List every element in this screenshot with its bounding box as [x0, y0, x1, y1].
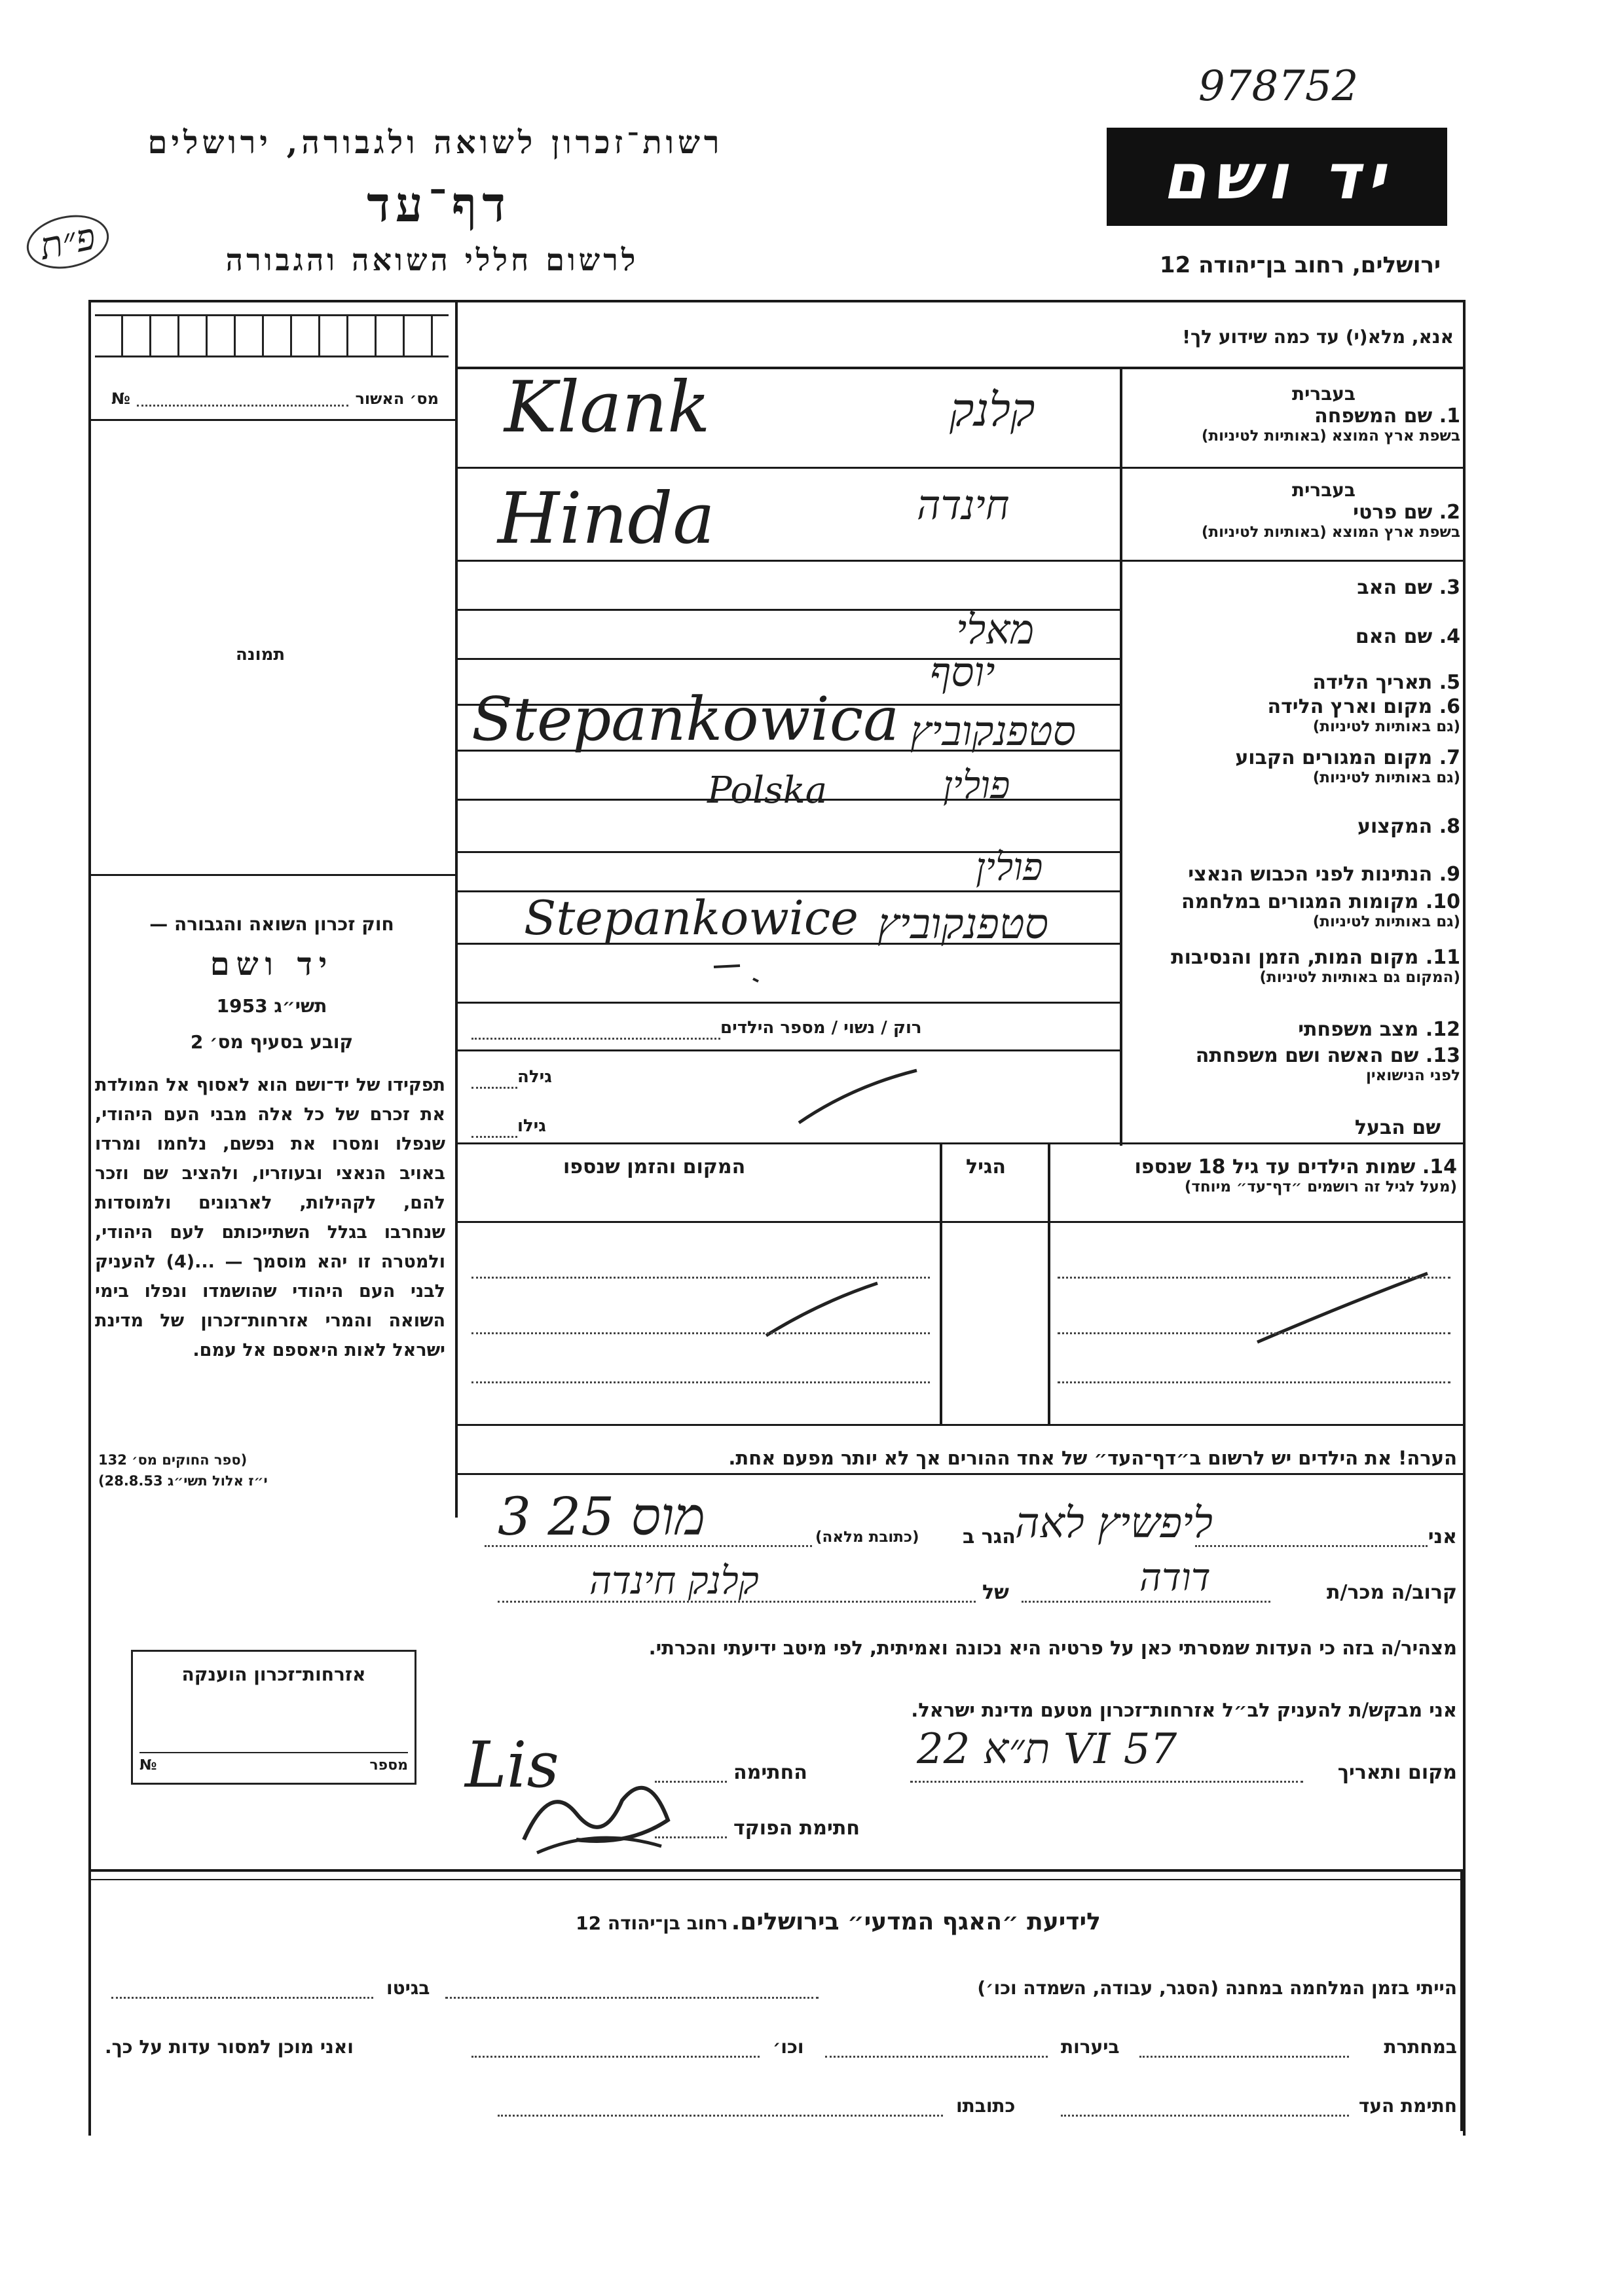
footer-forests: ביערות	[1061, 2036, 1120, 2058]
witness-name-value: ליפשיץ לאה	[1015, 1499, 1213, 1548]
notice-title-row	[471, 1908, 1205, 1935]
approval-row	[111, 390, 439, 408]
field-marital: 12. מצב משפחתי	[1298, 1018, 1460, 1041]
footer-ghetto: בגיטו	[386, 1977, 430, 1999]
authority-title: רשות־זכרון לשואה ולגבורה, ירושלים	[147, 124, 724, 161]
wartime-hebrew-value: סטפנקוביץ	[877, 900, 1048, 949]
margin-note: פ״ת	[22, 208, 113, 276]
citizenship-value: פולין	[976, 845, 1043, 889]
footer-partisans: במחתרת	[1384, 2036, 1457, 2058]
surname-latin-value: Klank	[504, 367, 710, 448]
check-boxes	[95, 314, 449, 357]
witness-relation-value: דודה	[1139, 1555, 1211, 1599]
witness-declaration: מצהיר/ה בזה כי העדות שמסרתי כאן על פרטיה היא נכונה ואמיתית, לפי מיטב ידיעתי והכרתי.	[648, 1637, 1457, 1659]
residence-hebrew-value: פולין	[943, 763, 1010, 807]
law-title: חוק זכרון השואה והגבורה —	[149, 913, 394, 935]
certificate-box	[131, 1650, 416, 1785]
witness-residing-label: הגר ב	[963, 1525, 1016, 1548]
notice-address: רחוב בן־יהודה 12	[576, 1912, 728, 1934]
signature-label: החתימה	[733, 1761, 807, 1784]
notice-title: לידיעת ״האגף המדעי״ בירושלים.	[731, 1908, 1101, 1935]
photo-label: תמונה	[236, 645, 286, 665]
address: ירושלים, רחוב בן־יהודה 12	[1159, 252, 1441, 278]
field-birthdate: 5. תאריך הלידה	[1312, 671, 1460, 694]
instruction: אנא, מלא(י) עד כמה שידוע לך!	[1182, 326, 1454, 348]
officer-signature	[498, 1741, 694, 1859]
field-firstname-note: בשפת ארץ המוצא (באותיות לטיניות)	[1201, 524, 1460, 541]
children-header: 14. שמות הילדים עד גיל 18 שנספו (מעל לגיל זה רושמים ״דף־עד״ מיוחד)	[1134, 1156, 1457, 1195]
place-date-value: ת״א 22 VI 57	[917, 1725, 1177, 1774]
remark: הערה! את הילדים יש לרשום ב״דף־העד״ של אחד ההורים אך לא יותר מפעם אחת.	[728, 1447, 1457, 1469]
wife-age-label: גילה	[517, 1067, 552, 1087]
witness-address-value: 3 מוס 25	[498, 1486, 705, 1547]
law-year: תשי״ג 1953	[216, 995, 327, 1017]
serial-number: 978752	[1198, 62, 1359, 111]
field-residence: 7. מקום המגורים הקבוע (גם באותיות לטיניות)	[1235, 746, 1460, 786]
officer-label: חתימת הפוקד	[733, 1817, 860, 1840]
children-place-col: המקום והזמן שנספו	[563, 1156, 746, 1178]
birthplace-latin-value: Stepankowica	[471, 684, 900, 754]
field-husband: שם הבעל	[1354, 1116, 1441, 1139]
certificate-number-row	[139, 1752, 408, 1774]
footer-line2-end: ואני מוכן למסור עדות על כך.	[105, 2036, 354, 2058]
birthdate-value: יוסף	[930, 648, 995, 696]
field-surname-label: 1. שם המשפחה	[1314, 405, 1460, 428]
field-birthplace: 6. מקום וארץ הלידה (גם באותיות לטיניות)	[1267, 695, 1460, 735]
marital-options: רוק / נשוי / מספר הילדים	[720, 1018, 922, 1038]
wartime-latin-value: Stepankowice	[524, 890, 858, 945]
law-name: יד ושם	[210, 946, 334, 983]
field-firstname	[1120, 479, 1460, 541]
yad-vashem-logo	[1107, 128, 1447, 226]
field-citizenship: 9. הנתינות לפני הכבוש הנאצי	[1188, 863, 1460, 886]
mother-value: מאלי	[956, 606, 1035, 653]
certificate-title: אזרחות־זכרון הוענקה	[181, 1664, 366, 1685]
place-date-label: מקום ותאריך	[1337, 1761, 1457, 1784]
certificate-number-label: מספר	[369, 1757, 408, 1774]
law-body: תפקידו של יד־ושם הוא לאסוף אל המולדת את זכרם של כל אלה מבני העם היהודי, שנפלו ומסרו את נפשם, נלחמו ומרדו באויב הנאצי ובעוזריו, ולהציב שם וזכר להם, לקהילות, לארגונים ולמוסדות שנחרבו בגלל השתייכותם לעם היהודי, ולמטרה זו יהא מוסמך — ...(4) להעניק לבני העם היהודי שהושמדו ונפלו בימי השואה והמרי אזרחות־זכרון של מדינת ישראל לאות היאספם אל עמם.	[95, 1075, 446, 1360]
law-section: קובע בסעיף מס׳ 2	[190, 1031, 354, 1053]
footer-etc: וכו׳	[773, 2036, 804, 2058]
law-reference-1: (ספר החוקים מס׳ 132	[98, 1452, 248, 1468]
firstname-hebrew-value: חינדה	[917, 481, 1010, 529]
firstname-latin-value: Hinda	[498, 478, 715, 560]
witness-relation-label: קרוב/ה מכר/ת	[1327, 1581, 1457, 1604]
signature-value: Lis	[465, 1728, 559, 1802]
approval-label: מס׳ האשור	[355, 390, 439, 408]
field-death: 11. מקום המות, הזמן והנסיבות (המקום גם באותיות לטיניות)	[1171, 946, 1460, 986]
birthplace-hebrew-value: סטפנקוביץ	[910, 707, 1076, 755]
form-subtitle: לרשום חללי השואה והגבורה	[225, 242, 639, 278]
footer-line1: הייתי בזמן המלחמה במחנה (הסגר, עבודה, השמדה וכו׳)	[977, 1977, 1457, 1999]
footer-sig-label: חתימת העד	[1358, 2095, 1457, 2117]
field-firstname-label: 2. שם פרטי	[1353, 501, 1460, 524]
field-mother: 4. שם האם	[1355, 625, 1460, 648]
field-wartime-residence: 10. מקומות המגורים במלחמה (גם באותיות לטיניות)	[1181, 890, 1460, 930]
field-surname-note: בשפת ארץ המוצא (באותיות לטיניות)	[1201, 428, 1460, 445]
witness-i-label: אני	[1428, 1525, 1457, 1548]
approval-number: №	[111, 390, 130, 408]
field-surname-hebrew-tag: בעברית	[1291, 383, 1356, 405]
field-firstname-hebrew-tag: בעברית	[1291, 479, 1356, 501]
footer-address-label: כתובתו	[956, 2095, 1016, 2117]
witness-request: אני מבקש/ת להעניק לב״ל אזרחות־זכרון מטעם מדינת ישראל.	[911, 1699, 1457, 1721]
residence-latin-value: Polska	[707, 769, 828, 812]
husband-age-label: גילו	[517, 1116, 546, 1136]
surname-hebrew-value: קלנק	[950, 383, 1035, 437]
witness-of-label: של	[982, 1581, 1009, 1604]
field-wife: 13. שם האשה ושם משפחתה לפני הנישואין	[1195, 1044, 1460, 1084]
form-title: דף־עד	[367, 177, 511, 233]
children-age-col: הגיל	[966, 1156, 1006, 1178]
field-surname	[1120, 383, 1460, 445]
certificate-number-mark: №	[139, 1757, 157, 1774]
witness-of-value: קלנק חינדה	[589, 1558, 759, 1603]
field-profession: 8. המקצוע	[1357, 815, 1460, 838]
logo-text: יד ושם	[1162, 140, 1392, 213]
witness-address-hint: (כתובת מלאה)	[815, 1529, 919, 1546]
law-reference-2: י״ז אלול תשי״ג 28.8.53)	[98, 1473, 268, 1489]
field-father: 3. שם האב	[1357, 576, 1460, 599]
